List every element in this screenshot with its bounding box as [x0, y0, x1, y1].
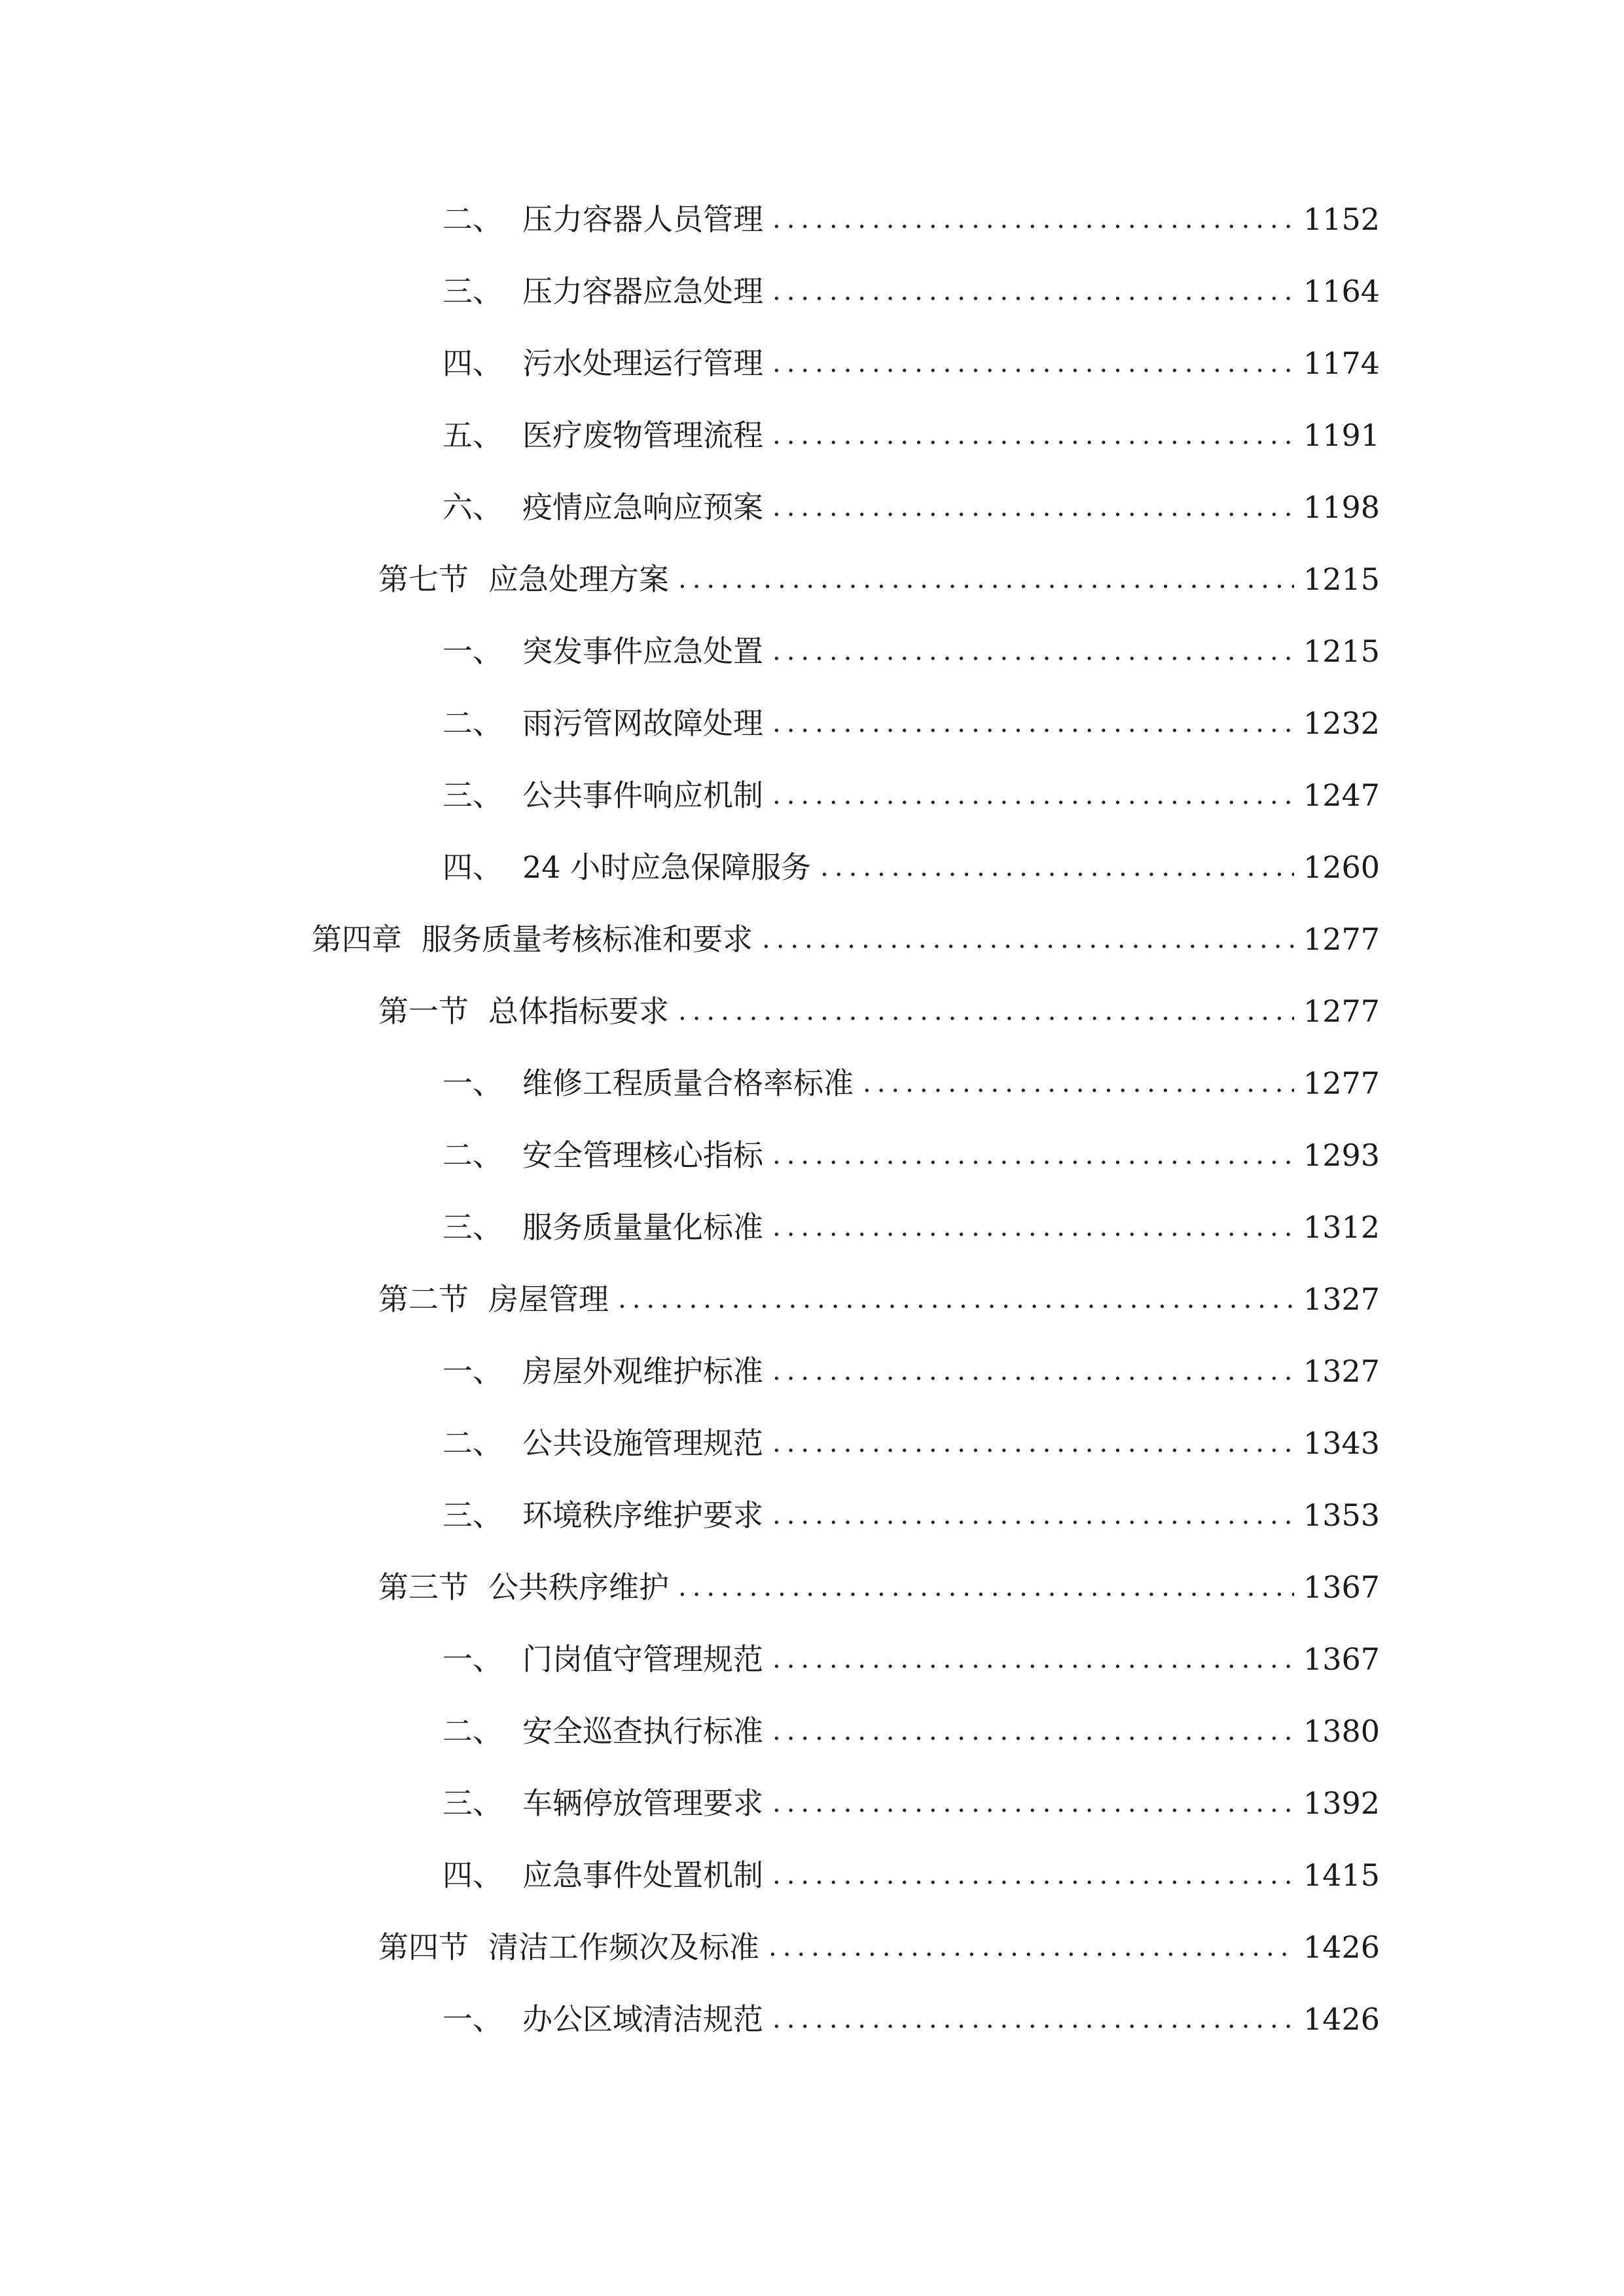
toc-entry[interactable] [442, 1204, 1380, 1250]
toc-page-number: 1392 [1303, 1785, 1380, 1821]
toc-entry-number: 一、 [442, 1066, 503, 1101]
toc-page-number: 1215 [1303, 562, 1380, 597]
toc-page-number: 1415 [1303, 1857, 1380, 1893]
toc-page-number: 1312 [1303, 1210, 1380, 1245]
toc-entry[interactable] [378, 556, 1380, 602]
toc-page-number: 1174 [1303, 346, 1380, 381]
toc-entry-title: 公共事件响应机制 [522, 778, 763, 813]
toc-dot-leader [772, 1996, 1294, 2042]
toc-page-number: 1152 [1303, 202, 1380, 237]
toc-entry-title: 安全巡查执行标准 [522, 1713, 763, 1749]
toc-entry-number: 二、 [442, 1426, 503, 1461]
toc-entry[interactable] [442, 412, 1380, 458]
toc-page-number: 1426 [1303, 1929, 1380, 1965]
toc-entry[interactable] [442, 772, 1380, 818]
toc-entry-number: 四、 [442, 1857, 503, 1893]
toc-entry[interactable] [442, 1060, 1380, 1106]
toc-dot-leader [762, 916, 1294, 962]
toc-section-number: 第四节 [378, 1929, 469, 1965]
toc-entry[interactable] [378, 1924, 1380, 1970]
toc-entry-number: 一、 [442, 634, 503, 669]
toc-entry-number: 一、 [442, 1354, 503, 1389]
toc-entry[interactable] [442, 1708, 1380, 1754]
toc-dot-leader [772, 1780, 1294, 1826]
toc-entry[interactable] [378, 1564, 1380, 1610]
toc-section-number: 第二节 [378, 1282, 469, 1317]
toc-entry-title: 雨污管网故障处理 [522, 706, 763, 741]
toc-entry[interactable] [442, 1492, 1380, 1538]
toc-entry[interactable] [442, 844, 1380, 890]
toc-entry[interactable] [442, 1348, 1380, 1394]
toc-entry[interactable] [442, 268, 1380, 314]
toc-entry-title: 房屋管理 [488, 1282, 609, 1317]
toc-entry-title: 疫情应急响应预案 [522, 490, 763, 525]
toc-dot-leader [772, 1132, 1294, 1178]
toc-entry-number: 二、 [442, 202, 503, 237]
toc-dot-leader [863, 1060, 1294, 1106]
toc-dot-leader [772, 700, 1294, 746]
toc-page-number: 1367 [1303, 1570, 1380, 1605]
toc-page-number: 1426 [1303, 2001, 1380, 2037]
toc-entry-title: 24 小时应急保障服务 [522, 850, 812, 885]
toc-entry-title: 服务质量量化标准 [522, 1210, 763, 1245]
toc-entry[interactable] [442, 484, 1380, 530]
toc-page-number: 1191 [1303, 418, 1380, 453]
toc-entry-number: 三、 [442, 778, 503, 813]
toc-entry[interactable] [442, 1420, 1380, 1466]
toc-dot-leader [772, 1852, 1294, 1898]
toc-page-number: 1353 [1303, 1498, 1380, 1533]
toc-dot-leader [772, 484, 1294, 530]
toc-entry-title: 突发事件应急处置 [522, 634, 763, 669]
toc-entry[interactable] [442, 340, 1380, 386]
toc-entry[interactable] [442, 196, 1380, 242]
toc-page-number: 1367 [1303, 1641, 1380, 1677]
toc-page-number: 1198 [1303, 490, 1380, 525]
toc-dot-leader [772, 1708, 1294, 1754]
toc-dot-leader [772, 340, 1294, 386]
toc-entry-title: 环境秩序维护要求 [522, 1498, 763, 1533]
toc-entry-number: 二、 [442, 1138, 503, 1173]
toc-entry-title: 应急事件处置机制 [522, 1857, 763, 1893]
toc-dot-leader [772, 196, 1294, 242]
toc-chapter-number: 第四章 [312, 922, 402, 957]
toc-entry-title: 压力容器应急处理 [522, 274, 763, 309]
toc-entry-title: 公共设施管理规范 [522, 1426, 763, 1461]
toc-entry-title: 房屋外观维护标准 [522, 1354, 763, 1389]
toc-entry-title: 总体指标要求 [488, 994, 669, 1029]
toc-page-number: 1327 [1303, 1354, 1380, 1389]
toc-entry-title: 办公区域清洁规范 [522, 2001, 763, 2037]
toc-dot-leader [772, 1348, 1294, 1394]
toc-entry[interactable] [442, 628, 1380, 674]
toc-entry-number: 三、 [442, 1785, 503, 1821]
toc-dot-leader [772, 268, 1294, 314]
toc-entry-number: 三、 [442, 1210, 503, 1245]
toc-entry-number: 一、 [442, 1641, 503, 1677]
toc-entry-title: 污水处理运行管理 [522, 346, 763, 381]
toc-page-number: 1277 [1303, 1066, 1380, 1101]
toc-entry[interactable] [442, 1132, 1380, 1178]
toc-entry-number: 五、 [442, 418, 503, 453]
toc-dot-leader [772, 1420, 1294, 1466]
toc-entry-title: 公共秩序维护 [488, 1570, 669, 1605]
toc-entry-title: 服务质量考核标准和要求 [422, 922, 753, 957]
toc-dot-leader [772, 1492, 1294, 1538]
toc-dot-leader [768, 1924, 1294, 1970]
toc-entry[interactable] [442, 1852, 1380, 1898]
toc-entry-title: 车辆停放管理要求 [522, 1785, 763, 1821]
toc-entry[interactable] [442, 1636, 1380, 1682]
toc-entry[interactable] [442, 1996, 1380, 2042]
toc-entry[interactable] [312, 916, 1380, 962]
toc-page-number: 1293 [1303, 1138, 1380, 1173]
toc-entry-number: 四、 [442, 850, 503, 885]
toc-page-number: 1327 [1303, 1282, 1380, 1317]
toc-entry[interactable] [378, 988, 1380, 1034]
toc-entry-number: 二、 [442, 1713, 503, 1749]
toc-dot-leader [820, 844, 1294, 890]
toc-entry[interactable] [442, 1780, 1380, 1826]
toc-entry-number: 二、 [442, 706, 503, 741]
toc-page-number: 1380 [1303, 1713, 1380, 1749]
toc-entry-title: 应急处理方案 [488, 562, 669, 597]
toc-page-number: 1277 [1303, 994, 1380, 1029]
toc-entry-title: 清洁工作频次及标准 [488, 1929, 759, 1965]
toc-dot-leader [772, 628, 1294, 674]
toc-dot-leader [618, 1276, 1294, 1322]
toc-entry-number: 四、 [442, 346, 503, 381]
toc-section-number: 第一节 [378, 994, 469, 1029]
toc-page-number: 1277 [1303, 922, 1380, 957]
toc-entry-title: 医疗废物管理流程 [522, 418, 763, 453]
toc-entry-title: 门岗值守管理规范 [522, 1641, 763, 1677]
toc-page-number: 1260 [1303, 850, 1380, 885]
toc-section-number: 第三节 [378, 1570, 469, 1605]
toc-dot-leader [772, 1636, 1294, 1682]
toc-page-number: 1164 [1303, 274, 1380, 309]
toc-entry-title: 压力容器人员管理 [522, 202, 763, 237]
toc-entry-number: 六、 [442, 490, 503, 525]
toc-dot-leader [678, 556, 1294, 602]
toc-entry-number: 三、 [442, 274, 503, 309]
toc-entry-number: 三、 [442, 1498, 503, 1533]
toc-page-number: 1215 [1303, 634, 1380, 669]
toc-entry[interactable] [442, 700, 1380, 746]
toc-entry-title: 安全管理核心指标 [522, 1138, 763, 1173]
toc-dot-leader [678, 988, 1294, 1034]
toc-dot-leader [772, 772, 1294, 818]
toc-dot-leader [678, 1564, 1294, 1610]
toc-page-number: 1247 [1303, 778, 1380, 813]
toc-page-number: 1232 [1303, 706, 1380, 741]
toc-entry[interactable] [378, 1276, 1380, 1322]
toc-page-number: 1343 [1303, 1426, 1380, 1461]
toc-section-number: 第七节 [378, 562, 469, 597]
toc-dot-leader [772, 412, 1294, 458]
toc-dot-leader [772, 1204, 1294, 1250]
toc-entry-number: 一、 [442, 2001, 503, 2037]
toc-entry-title: 维修工程质量合格率标准 [522, 1066, 854, 1101]
